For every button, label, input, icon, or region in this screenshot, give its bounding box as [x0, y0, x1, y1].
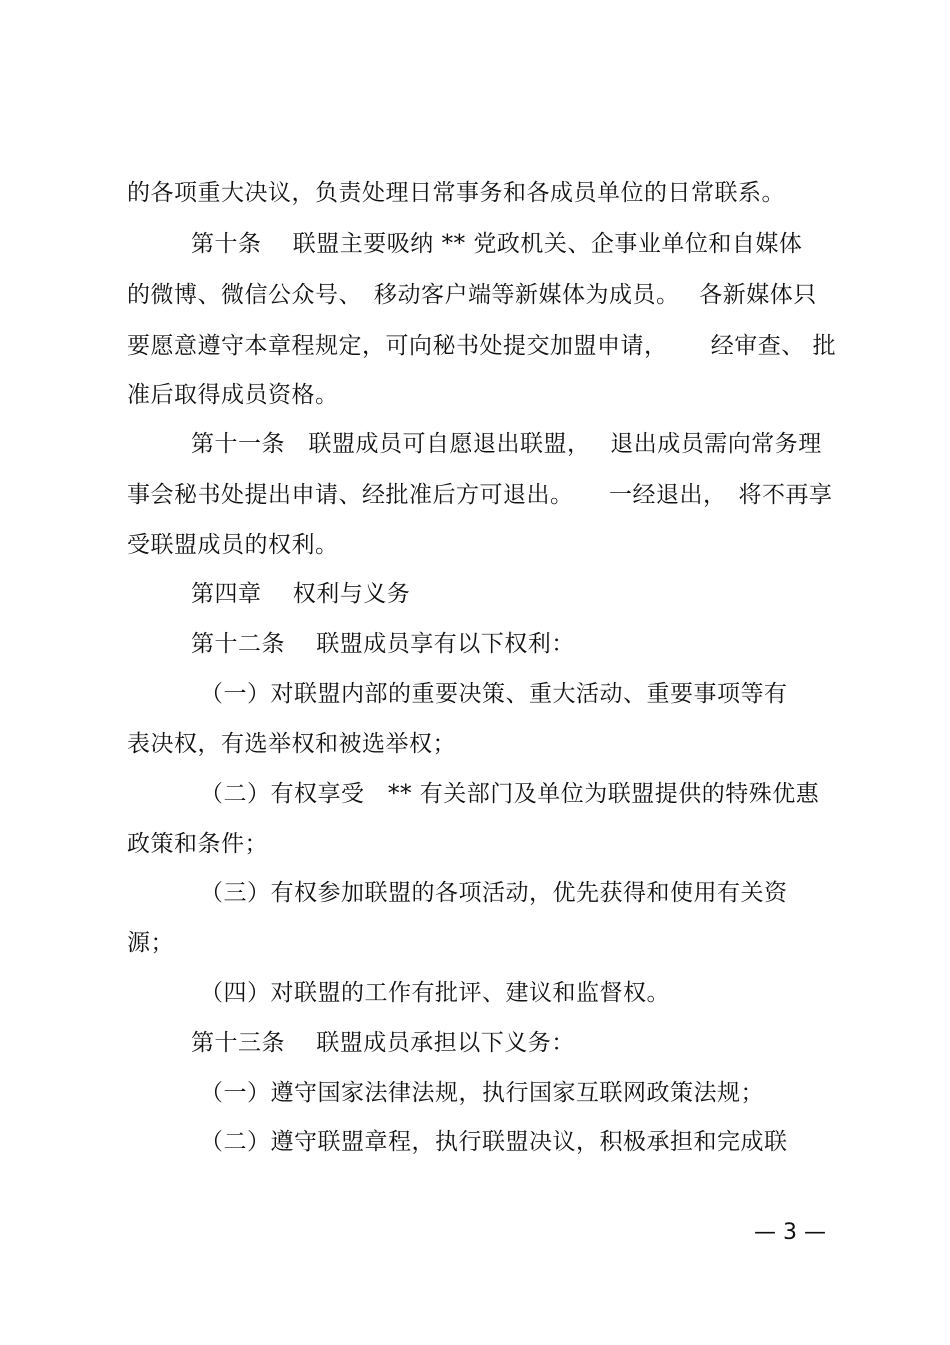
- list-item: （一）对联盟内部的重要决策、重大活动、重要事项等有: [200, 681, 788, 707]
- text-line: 事会秘书处提出申请、经批准后方可退出。 一经退出， 将不再享: [127, 482, 833, 508]
- article-13-heading: 第十三条 联盟成员承担以下义务：: [191, 1030, 575, 1056]
- text-line: 的各项重大决议，负责处理日常事务和各成员单位的日常联系。: [127, 180, 785, 206]
- text-line: 要愿意遵守本章程规定，可向秘书处提交加盟申请， 经审查、 批: [127, 333, 837, 359]
- list-item: （四）对联盟的工作有批评、建议和监督权。: [200, 980, 670, 1006]
- article-11-heading: 第十一条 联盟成员可自愿退出联盟， 退出成员需向常务理: [191, 431, 822, 457]
- chapter-4-heading: 第四章 权利与义务: [191, 581, 411, 607]
- list-item: （二）有权享受 ** 有关部门及单位为联盟提供的特殊优惠: [200, 781, 820, 807]
- article-10-heading: 第十条 联盟主要吸纳 ** 党政机关、企事业单位和自媒体: [191, 231, 803, 257]
- list-item: （二）遵守联盟章程，执行联盟决议，积极承担和完成联: [200, 1129, 788, 1155]
- text-line: 源；: [127, 930, 174, 956]
- text-line: 表决权，有选举权和被选举权；: [127, 731, 456, 757]
- text-line: 的微博、微信公众号、 移动客户端等新媒体为成员。 各新媒体只: [127, 282, 817, 308]
- page-number: — 3 —: [754, 1220, 826, 1245]
- text-line: 政策和条件；: [127, 831, 268, 857]
- list-item: （一）遵守国家法律法规，执行国家互联网政策法规；: [200, 1080, 764, 1106]
- article-12-heading: 第十二条 联盟成员享有以下权利：: [191, 631, 575, 657]
- text-line: 受联盟成员的权利。: [127, 532, 339, 558]
- list-item: （三）有权参加联盟的各项活动，优先获得和使用有关资: [200, 880, 788, 906]
- text-line: 准后取得成员资格。: [127, 382, 339, 408]
